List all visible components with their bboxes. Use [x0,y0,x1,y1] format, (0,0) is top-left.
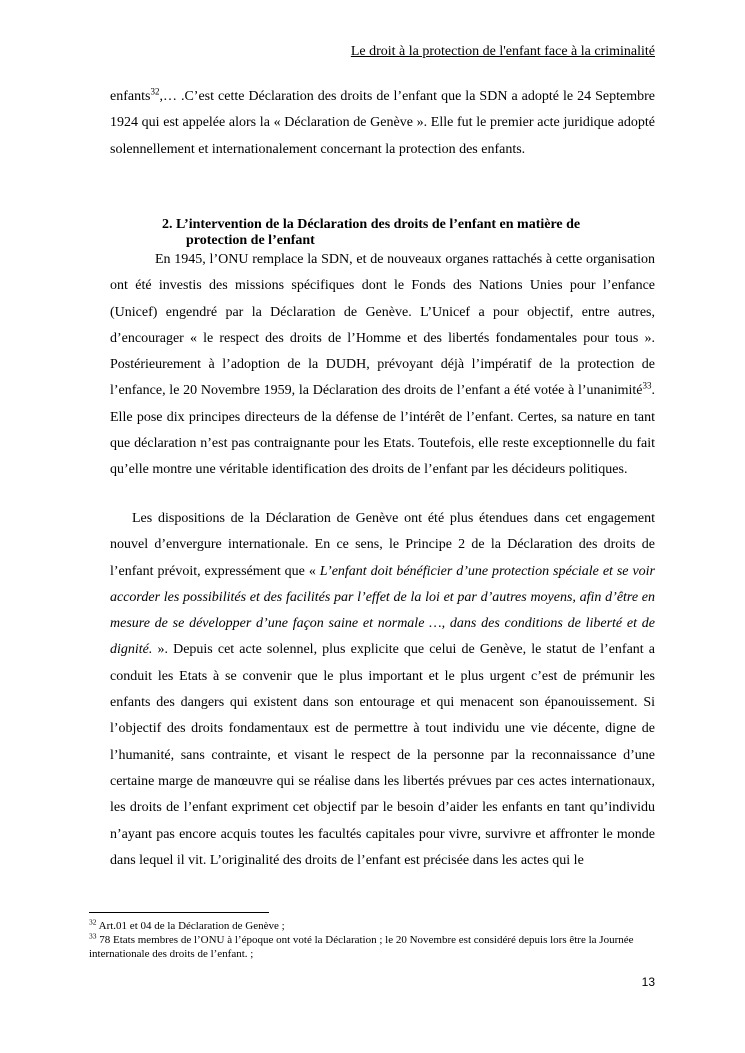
p2-text-b: . Elle pose dix principes directeurs de la défense de l’intérêt de l’enfant. Certes, sa nature en tant que déclaration n’est pas contraignante pour les Etats. Toutefois, elle reste exceptionnelle du fait qu’elle montre une véritable identification des droits de l’enfant par les décideurs politiques. [110,383,655,478]
footnote-text: 78 Etats membres de l’ONU à l’époque ont voté la Déclaration ; le 20 Novembre est considéré depuis lors être la Journée internationale des droits de l’enfant. ; [89,934,634,960]
footnote-num: 33 [89,931,97,941]
p3-text-a: Les dispositions de la Déclaration de Genève ont été plus étendues dans cet engagement nouvel d’envergure internationale. En ce sens, le Principe 2 de la Déclaration des droits de l’enfant prévoit, expressément que « [110,511,655,579]
footnote-ref-33[interactable]: 33 [642,380,652,391]
p3-text-b: ». Depuis cet acte solennel, plus explicite que celui de Genève, le statut de l’enfant a conduit les Etats à se convenir que le plus important et le plus urgent c’est de prémunir les enfants des dangers qui existent dans son entourage et qui menacent son épanouissement. Si l’objectif des droits fondamentaux est de permettre à tout individu une vie décente, digne de l’humanité, sans contrainte, et visant le respect de la personne par la reconnaissance d’une certaine marge de manœuvre qui se réalise dans les libertés prévues par ces actes internationaux, les droits de l’enfant expriment cet objectif par le besoin d’aider les enfants en tant qu’individu n’ayant pas encore acquis toutes les facultés capitales pour vivre, survivre et affronter le monde dans lequel il vit. L’originalité des droits de l’enfant est précisée dans les actes qui le [110,642,655,868]
section-heading [162,217,655,249]
section-heading-line2: protection de l’enfant [186,233,315,248]
footnote-ref-32[interactable]: 32 [150,86,160,97]
section-heading-line1: 2. L’intervention de la Déclaration des droits de l’enfant en matière de [162,217,581,232]
p2-text-a: En 1945, l’ONU remplace la SDN, et de nouveaux organes rattachés à cette organisation ont été investis des missions spécifiques dont le Fonds des Nations Unies pour l’enfance (Unicef) engendré par la Déclaration de Genève. L’Unicef a pour objectif, entre autres, d’encourager « le respect des droits de l’Homme et des libertés fondamentales pour tous ». Postérieurement à l’adoption de la DUDH, prévoyant déjà l’impératif de la protection de l’enfance, le 20 Novembre 1959, la Déclaration des droits de l’enfant a été votée à l’unanimité [110,252,655,399]
paragraph-geneve [110,506,655,874]
footnotes [89,919,655,961]
page-number: 13 [641,975,655,989]
footnote-33 [89,933,655,961]
paragraph-intro [110,84,655,163]
paragraph-onu [110,247,655,484]
p1-text-b: ,… .C’est cette Déclaration des droits de l’enfant que la SDN a adopté le 24 Septembre 1924 qui est appelée alors la « Déclaration de Genève ». Elle fut le premier acte juridique adopté solennellement et internationalement concernant la protection des enfants. [110,89,655,157]
footnote-32 [89,919,655,933]
footnote-num: 32 [89,917,97,927]
running-header: Le droit à la protection de l'enfant face à la criminalité [350,44,655,59]
p1-text-a: enfants [110,89,151,104]
principle-2-quote: L’enfant doit bénéficier d’une protection spéciale et se voir accorder les possibilités et des facilités par l’effet de la loi et par d’autres moyens, afin d’être en mesure de se développer d’une façon saine et normale …, dans des conditions de liberté et de dignité. [110,563,655,658]
footnote-text: Art.01 et 04 de la Déclaration de Genève ; [96,920,285,932]
footnote-separator [89,912,269,913]
